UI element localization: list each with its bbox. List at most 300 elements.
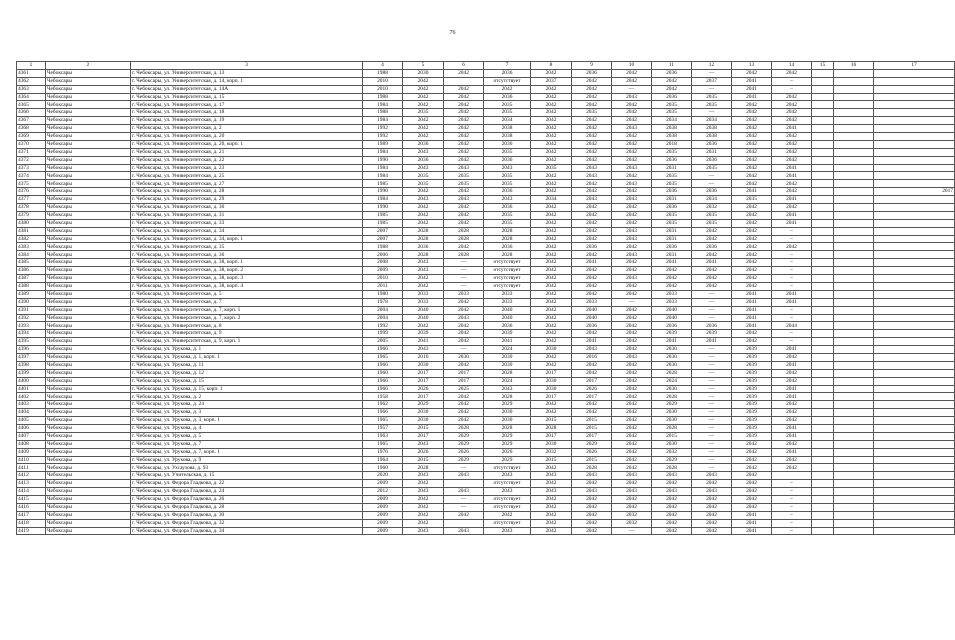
table-cell: 2042 xyxy=(772,101,812,109)
table-cell: 2043 xyxy=(484,527,531,535)
table-cell xyxy=(812,148,834,156)
table-row xyxy=(17,243,955,251)
table-cell xyxy=(874,480,955,488)
table-row xyxy=(17,77,955,85)
table-cell: 2036 xyxy=(652,322,692,330)
table-cell: — xyxy=(692,361,732,369)
table-cell: 4387 xyxy=(17,275,46,283)
table-cell: – xyxy=(772,330,812,338)
table-cell: 2042 xyxy=(572,117,612,125)
table-cell: 2035 xyxy=(652,172,692,180)
table-cell: г. Чебоксары, ул. Урукова, д. 4 xyxy=(131,424,363,432)
table-cell: 4369 xyxy=(17,133,46,141)
table-row xyxy=(17,361,955,369)
table-cell xyxy=(812,243,834,251)
table-row xyxy=(17,259,955,267)
table-cell: г. Чебоксары, ул. Федора Гладкова, д. 32 xyxy=(131,519,363,527)
table-cell xyxy=(874,314,955,322)
table-cell: 2041 xyxy=(772,298,812,306)
table-cell: 2042 xyxy=(531,290,572,298)
table-cell: 2030 xyxy=(484,353,531,361)
table-cell: Чебоксары xyxy=(46,109,131,117)
table-cell: — xyxy=(692,385,732,393)
table-cell xyxy=(874,448,955,456)
table-cell: 4392 xyxy=(17,314,46,322)
table-row xyxy=(17,156,955,164)
table-cell: — xyxy=(692,172,732,180)
table-cell: г. Чебоксары, ул. Университетская, д. 38, корп. 4 xyxy=(131,282,363,290)
table-cell: 2028 xyxy=(652,424,692,432)
table-cell xyxy=(834,180,874,188)
table-cell: 2042 xyxy=(531,330,572,338)
table-cell xyxy=(874,227,955,235)
table-cell xyxy=(874,424,955,432)
table-cell: 2038 xyxy=(652,133,692,141)
table-cell: 2029 xyxy=(484,432,531,440)
table-cell: г. Чебоксары, ул. Университетская, д. 7 xyxy=(131,298,363,306)
table-cell: 2035 xyxy=(484,211,531,219)
table-cell: 2017 xyxy=(572,393,612,401)
table-cell xyxy=(874,172,955,180)
table-cell: – xyxy=(772,235,812,243)
table-cell: — xyxy=(692,424,732,432)
table-cell xyxy=(834,519,874,527)
table-cell: 2042 xyxy=(732,440,772,448)
table-cell: — xyxy=(692,298,732,306)
table-cell: 4370 xyxy=(17,140,46,148)
table-cell: г. Чебоксары, ул. Урукова, д. 15, корп. 1 xyxy=(131,385,363,393)
table-cell: Чебоксары xyxy=(46,495,131,503)
table-cell: 2030 xyxy=(531,377,572,385)
table-row xyxy=(17,401,955,409)
table-cell: 2043 xyxy=(572,196,612,204)
table-cell xyxy=(834,401,874,409)
table-cell xyxy=(834,211,874,219)
table-cell: 2042 xyxy=(612,503,652,511)
table-cell xyxy=(812,282,834,290)
table-cell: 2017 xyxy=(403,432,444,440)
table-cell: 2043 xyxy=(692,488,732,496)
table-cell: Чебоксары xyxy=(46,93,131,101)
table-cell: 2042 xyxy=(732,204,772,212)
table-cell: 2031 xyxy=(692,148,732,156)
table-cell: 2042 xyxy=(531,117,572,125)
table-cell: 2042 xyxy=(612,393,652,401)
table-cell: 2042 xyxy=(732,275,772,283)
table-cell: Чебоксары xyxy=(46,243,131,251)
table-cell: 2042 xyxy=(732,503,772,511)
table-cell: 4403 xyxy=(17,401,46,409)
table-cell xyxy=(834,101,874,109)
column-header: 17 xyxy=(874,62,955,70)
table-cell: 2042 xyxy=(403,188,444,196)
table-cell: 2035 xyxy=(484,148,531,156)
table-cell: 2042 xyxy=(572,77,612,85)
table-cell: 2042 xyxy=(572,85,612,93)
table-cell: 2042 xyxy=(572,282,612,290)
table-cell: 2030 xyxy=(484,409,531,417)
table-cell xyxy=(834,204,874,212)
table-cell: Чебоксары xyxy=(46,259,131,267)
table-cell: 1984 xyxy=(363,117,403,125)
table-cell: 2039 xyxy=(484,330,531,338)
table-row xyxy=(17,377,955,385)
table-cell: г. Чебоксары, ул. Университетская, д. 35 xyxy=(131,243,363,251)
table-cell: 2042 xyxy=(612,432,652,440)
table-cell: 2041 xyxy=(772,385,812,393)
table-cell: 2041 xyxy=(732,298,772,306)
table-cell: 2036 xyxy=(692,243,732,251)
table-cell: 2042 xyxy=(612,369,652,377)
table-cell: 2042 xyxy=(612,424,652,432)
table-cell xyxy=(834,251,874,259)
table-cell: 2043 xyxy=(403,527,444,535)
table-cell xyxy=(874,330,955,338)
table-cell xyxy=(834,282,874,290)
table-cell: 2042 xyxy=(692,495,732,503)
table-cell: 2042 xyxy=(572,511,612,519)
table-cell: 2042 xyxy=(531,156,572,164)
table-cell: 2037 xyxy=(692,77,732,85)
table-cell: 2010 xyxy=(363,77,403,85)
table-cell: г. Чебоксары, ул. Ухсаузова, д. 93 xyxy=(131,464,363,472)
table-cell: 2036 xyxy=(652,93,692,101)
table-cell: 1985 xyxy=(363,211,403,219)
table-cell: 2042 xyxy=(732,125,772,133)
table-cell xyxy=(812,290,834,298)
table-cell xyxy=(874,385,955,393)
table-cell: 2028 xyxy=(652,464,692,472)
table-cell: 1958 xyxy=(363,393,403,401)
table-cell xyxy=(874,456,955,464)
table-cell: Чебоксары xyxy=(46,148,131,156)
table-cell xyxy=(812,85,834,93)
table-cell: 2042 xyxy=(612,346,652,354)
table-cell xyxy=(834,219,874,227)
table-cell: 2032 xyxy=(692,204,732,212)
table-cell xyxy=(812,211,834,219)
table-cell: 2035 xyxy=(572,109,612,117)
table-cell: Чебоксары xyxy=(46,527,131,535)
table-cell xyxy=(874,409,955,417)
table-cell: 2042 xyxy=(444,101,484,109)
table-cell: 2035 xyxy=(403,172,444,180)
table-cell: 2041 xyxy=(692,338,732,346)
table-cell: 4390 xyxy=(17,298,46,306)
table-cell: 4404 xyxy=(17,409,46,417)
table-cell: Чебоксары xyxy=(46,196,131,204)
table-cell xyxy=(834,109,874,117)
table-cell xyxy=(874,464,955,472)
table-cell: 1984 xyxy=(363,172,403,180)
table-cell: 2034 xyxy=(484,117,531,125)
table-cell: 2035 xyxy=(692,101,732,109)
table-cell: 2034 xyxy=(652,117,692,125)
table-cell: г. Чебоксары, ул. Университетская, д. 28 xyxy=(131,188,363,196)
table-cell: 2043 xyxy=(572,346,612,354)
table-cell: 2030 xyxy=(531,440,572,448)
table-cell xyxy=(834,172,874,180)
table-cell xyxy=(812,480,834,488)
table-cell xyxy=(834,243,874,251)
table-cell: 2042 xyxy=(732,456,772,464)
table-cell: 2042 xyxy=(403,211,444,219)
table-cell: 2029 xyxy=(484,401,531,409)
table-row xyxy=(17,235,955,243)
table-cell: 1980 xyxy=(363,290,403,298)
table-cell xyxy=(812,385,834,393)
table-cell xyxy=(834,85,874,93)
table-cell: г. Чебоксары, ул. Урукова, д. 3 xyxy=(131,409,363,417)
table-cell: 2009 xyxy=(363,267,403,275)
table-cell: отсутствует xyxy=(484,77,531,85)
table-cell: 4395 xyxy=(17,338,46,346)
table-cell: г. Чебоксары, ул. Урукова, д. 5 xyxy=(131,432,363,440)
table-cell: 4373 xyxy=(17,164,46,172)
table-cell: 2043 xyxy=(403,440,444,448)
table-cell: 2041 xyxy=(692,259,732,267)
table-cell xyxy=(874,267,955,275)
table-cell: 2042 xyxy=(732,338,772,346)
table-cell: 2035 xyxy=(652,101,692,109)
table-cell xyxy=(812,519,834,527)
table-cell: 2042 xyxy=(772,204,812,212)
table-cell: 2043 xyxy=(444,472,484,480)
table-cell: 2042 xyxy=(612,417,652,425)
table-cell xyxy=(812,275,834,283)
table-cell: 2042 xyxy=(732,219,772,227)
table-cell: 2041 xyxy=(772,361,812,369)
table-cell: Чебоксары xyxy=(46,235,131,243)
table-cell: 2042 xyxy=(612,480,652,488)
table-cell: г. Чебоксары, ул. Университетская, д. 33 xyxy=(131,219,363,227)
table-cell: 2029 xyxy=(484,440,531,448)
table-cell: 2042 xyxy=(732,243,772,251)
table-cell: 2042 xyxy=(403,93,444,101)
table-cell: — xyxy=(692,448,732,456)
table-cell: – xyxy=(772,314,812,322)
table-cell xyxy=(834,353,874,361)
table-row xyxy=(17,219,955,227)
table-cell: 1976 xyxy=(363,448,403,456)
table-cell: г. Чебоксары, ул. Университетская, д. 14, корп. 1 xyxy=(131,77,363,85)
table-cell xyxy=(812,346,834,354)
table-cell: 2042 xyxy=(612,290,652,298)
table-cell: 2042 xyxy=(732,148,772,156)
table-row xyxy=(17,188,955,196)
table-cell: отсутствует xyxy=(484,503,531,511)
table-cell: – xyxy=(772,77,812,85)
table-cell xyxy=(834,306,874,314)
table-cell: 2029 xyxy=(652,401,692,409)
table-row xyxy=(17,117,955,125)
table-cell: 2042 xyxy=(444,511,484,519)
table-cell: 2042 xyxy=(531,211,572,219)
table-cell xyxy=(874,235,955,243)
column-header: 10 xyxy=(612,62,652,70)
table-cell: — xyxy=(692,346,732,354)
table-cell: 2034 xyxy=(692,117,732,125)
table-cell: 2042 xyxy=(572,140,612,148)
table-cell: 2035 xyxy=(652,109,692,117)
table-cell: 2042 xyxy=(572,361,612,369)
table-cell: 2009 xyxy=(363,495,403,503)
table-cell: 2042 xyxy=(531,101,572,109)
table-cell: 2017 xyxy=(531,432,572,440)
table-cell: 2042 xyxy=(652,77,692,85)
table-cell: 2042 xyxy=(403,133,444,141)
table-cell: 2041 xyxy=(732,314,772,322)
table-cell: 1962 xyxy=(363,401,403,409)
table-cell xyxy=(874,290,955,298)
table-cell: 2030 xyxy=(531,385,572,393)
table-cell: 2042 xyxy=(612,188,652,196)
table-cell: 4375 xyxy=(17,180,46,188)
table-cell: 2042 xyxy=(652,503,692,511)
table-cell: 4413 xyxy=(17,480,46,488)
table-cell xyxy=(874,353,955,361)
table-cell: 2042 xyxy=(531,275,572,283)
table-cell: Чебоксары xyxy=(46,211,131,219)
table-cell: 2042 xyxy=(572,519,612,527)
table-cell: 2036 xyxy=(484,204,531,212)
table-cell xyxy=(812,235,834,243)
table-cell: 2042 xyxy=(531,227,572,235)
table-cell: 2042 xyxy=(444,125,484,133)
table-cell: 2042 xyxy=(612,282,652,290)
table-cell: 2042 xyxy=(732,464,772,472)
table-cell xyxy=(834,417,874,425)
table-cell: г. Чебоксары, ул. Урукова, д. 1, корп. 1 xyxy=(131,353,363,361)
table-cell xyxy=(874,211,955,219)
table-cell: 2042 xyxy=(531,267,572,275)
table-cell: — xyxy=(692,409,732,417)
table-row xyxy=(17,172,955,180)
table-cell xyxy=(834,432,874,440)
table-cell: – xyxy=(772,251,812,259)
table-cell: 2035 xyxy=(692,164,732,172)
table-cell: 2042 xyxy=(732,156,772,164)
table-cell: 4416 xyxy=(17,503,46,511)
table-cell: 1957 xyxy=(363,424,403,432)
table-cell: 2042 xyxy=(652,480,692,488)
table-cell xyxy=(834,69,874,77)
table-cell: 2017 xyxy=(874,188,955,196)
table-cell: 2041 xyxy=(772,393,812,401)
table-cell: 2029 xyxy=(444,456,484,464)
table-cell: 2042 xyxy=(772,180,812,188)
table-cell: 2042 xyxy=(531,219,572,227)
table-cell: 2026 xyxy=(444,448,484,456)
table-cell: 2041 xyxy=(403,338,444,346)
table-row xyxy=(17,519,955,527)
table-cell: 2042 xyxy=(572,267,612,275)
table-cell: 2041 xyxy=(772,448,812,456)
table-cell: 2042 xyxy=(484,511,531,519)
table-cell: 1992 xyxy=(363,125,403,133)
table-cell: — xyxy=(692,440,732,448)
table-cell: г. Чебоксары, ул. Урукова, д. 3, корп. 1 xyxy=(131,417,363,425)
table-cell: 2042 xyxy=(531,401,572,409)
table-cell: 2042 xyxy=(772,117,812,125)
table-cell: 2042 xyxy=(403,503,444,511)
table-cell: г. Чебоксары, ул. Федора Гладкова, д. 34 xyxy=(131,527,363,535)
table-cell: — xyxy=(692,432,732,440)
table-row xyxy=(17,282,955,290)
table-cell: 4397 xyxy=(17,353,46,361)
table-cell: отсутствует xyxy=(484,275,531,283)
table-cell: – xyxy=(772,306,812,314)
table-cell: 2043 xyxy=(403,267,444,275)
table-cell: 2042 xyxy=(444,156,484,164)
column-header: 11 xyxy=(652,62,692,70)
table-cell: г. Чебоксары, ул. Урукова, д. 2 xyxy=(131,393,363,401)
table-cell: 2042 xyxy=(444,243,484,251)
table-cell xyxy=(812,361,834,369)
table-cell: 2043 xyxy=(612,353,652,361)
table-cell xyxy=(812,424,834,432)
table-row xyxy=(17,330,955,338)
table-cell: 2043 xyxy=(612,251,652,259)
table-cell: – xyxy=(772,488,812,496)
table-cell: 2030 xyxy=(652,346,692,354)
table-cell: 1988 xyxy=(363,69,403,77)
table-cell: 2036 xyxy=(692,156,732,164)
table-cell: — xyxy=(444,275,484,283)
table-cell xyxy=(812,188,834,196)
table-cell xyxy=(812,259,834,267)
table-cell: 4365 xyxy=(17,101,46,109)
table-cell: 2040 xyxy=(403,314,444,322)
table-cell: г. Чебоксары, ул. Федора Гладкова, д. 22 xyxy=(131,480,363,488)
table-cell: 2042 xyxy=(732,133,772,141)
table-cell: 2042 xyxy=(612,456,652,464)
table-cell: 4382 xyxy=(17,235,46,243)
table-cell: 2042 xyxy=(572,219,612,227)
table-cell: 2042 xyxy=(531,69,572,77)
table-cell: 2042 xyxy=(403,322,444,330)
table-cell: 2042 xyxy=(531,93,572,101)
table-cell: 2041 xyxy=(772,211,812,219)
table-cell xyxy=(874,322,955,330)
table-cell: 2040 xyxy=(572,306,612,314)
table-cell: 1965 xyxy=(363,417,403,425)
table-cell: 2031 xyxy=(652,196,692,204)
table-cell xyxy=(812,377,834,385)
table-row xyxy=(17,480,955,488)
table-cell: г. Чебоксары, ул. Университетская, д. 29 xyxy=(131,196,363,204)
table-cell xyxy=(874,109,955,117)
table-cell xyxy=(834,472,874,480)
table-cell: 2040 xyxy=(652,306,692,314)
table-cell: 2039 xyxy=(732,393,772,401)
table-cell: 2017 xyxy=(403,377,444,385)
table-cell: 2042 xyxy=(531,353,572,361)
table-cell: 2042 xyxy=(732,109,772,117)
table-cell: 2036 xyxy=(572,322,612,330)
table-cell: 2039 xyxy=(732,424,772,432)
table-cell: 2030 xyxy=(652,440,692,448)
table-cell: 2036 xyxy=(572,243,612,251)
table-cell: 4400 xyxy=(17,377,46,385)
table-cell: 2036 xyxy=(403,156,444,164)
table-cell xyxy=(874,259,955,267)
table-cell: 2038 xyxy=(692,125,732,133)
housing-register-table xyxy=(16,61,955,535)
table-cell: 4399 xyxy=(17,369,46,377)
table-cell: 1985 xyxy=(363,219,403,227)
table-cell xyxy=(444,519,484,527)
